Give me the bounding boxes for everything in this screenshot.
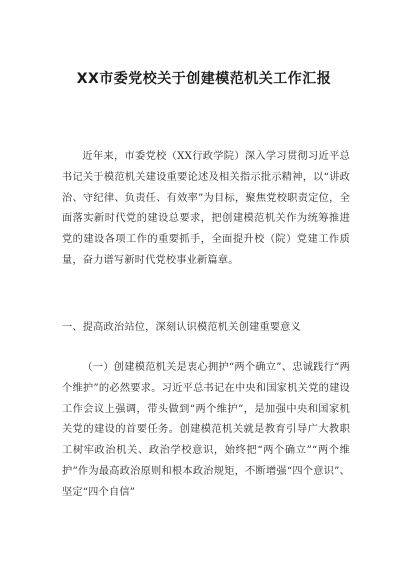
document-title: XX市委党校关于创建模范机关工作汇报 <box>76 71 332 87</box>
intro-paragraph: 近年来，市委党校（XX行政学院）深入学习贯彻习近平总书记关于模范机关建设重要论述及相关指示批示精神，以“讲政治、守纪律、负责任、有效率”为目标，聚焦党校职责定位，全面落实新时代党的建设总要求，把创建模范机关作为统筹推进党的建设各项工作的重要抓手，全面提升校（院）党建工作质量，奋力谱写新时代党校事业新篇章。 <box>62 151 350 266</box>
section-heading: 一、提高政治站位，深刻认识模范机关创建重要意义 <box>62 322 301 333</box>
body-paragraph: （一）创建模范机关是衷心拥护“两个确立”、忠诚践行“两个维护”的必然要求。习近平总书记在中央和国家机关党的建设工作会议上强调，带头做到“两个维护”，是加强中央和国家机关党的建设的首要任务。创建模范机关就是教育引导广大教职工树牢政治机关、政治学校意识，始终把“两个确立”“两个维护”作为最高政治原则和根本政治规矩，不断增强“四个意识”、坚定“四个自信” <box>62 362 350 498</box>
